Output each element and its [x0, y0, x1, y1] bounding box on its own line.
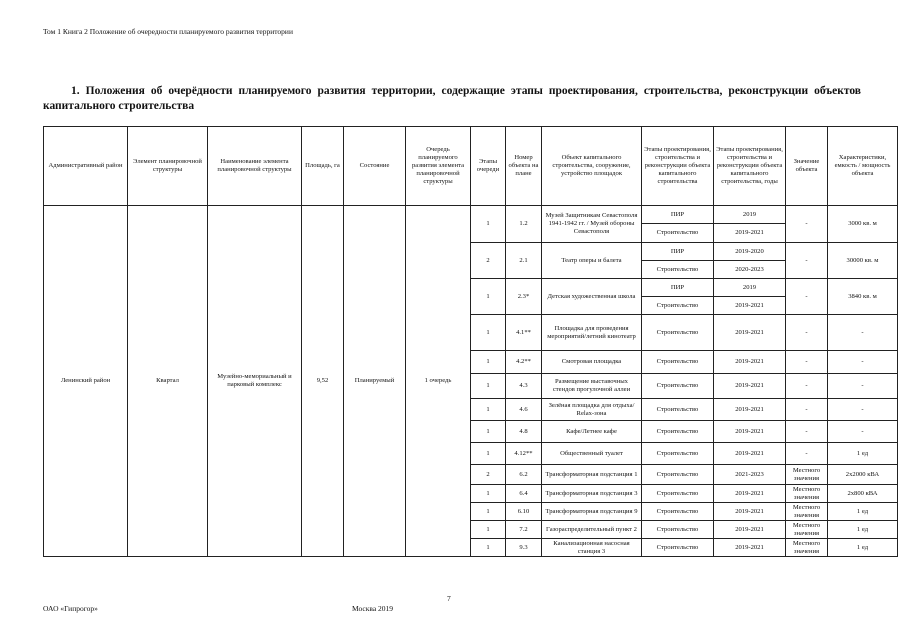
phase-cell: Строительство [642, 315, 714, 351]
object-number-cell: 6.4 [506, 485, 542, 503]
object-name-cell: Площадка для проведения мероприятий/летний кинотеатр [542, 315, 642, 351]
stage-cell: 1 [471, 351, 506, 374]
object-number-cell: 4.2** [506, 351, 542, 374]
col-header: Значение объекта [786, 127, 828, 206]
col-header: Наименование элемента планировочной структуры [208, 127, 302, 206]
object-name-cell: Размещение выставочных стендов прогулочной аллеи [542, 374, 642, 399]
object-number-cell: 1.2 [506, 206, 542, 243]
col-header: Элемент планировочной структуры [128, 127, 208, 206]
object-number-cell: 4.6 [506, 399, 542, 421]
object-number-cell: 4.1** [506, 315, 542, 351]
stage-cell: 1 [471, 421, 506, 443]
years-cell: 2019-2021 [714, 224, 786, 243]
capacity-cell: - [828, 374, 898, 399]
col-header: Этапы проектирования, строительства и реконструкции объекта капитального строительства [642, 127, 714, 206]
stage-cell: 1 [471, 485, 506, 503]
merged-queue: 1 очередь [406, 206, 471, 557]
years-cell: 2019-2020 [714, 243, 786, 261]
meaning-cell: Местного значения [786, 485, 828, 503]
meaning-cell: - [786, 351, 828, 374]
capacity-cell: 1 ед [828, 443, 898, 465]
object-number-cell: 7.2 [506, 521, 542, 539]
merged-area: 9,52 [302, 206, 344, 557]
years-cell: 2019-2021 [714, 421, 786, 443]
object-name-cell: Трансформаторная подстанция 9 [542, 503, 642, 521]
years-cell: 2019 [714, 206, 786, 224]
capacity-cell: 1 ед [828, 521, 898, 539]
stage-cell: 1 [471, 374, 506, 399]
object-name-cell: Театр оперы и балета [542, 243, 642, 279]
stage-cell: 1 [471, 521, 506, 539]
section-title [43, 84, 861, 114]
table-body [44, 206, 898, 557]
col-header: Этапы проектирования, строительства и реконструкции объекта капитального строительства, годы [714, 127, 786, 206]
page-number: 7 [447, 594, 451, 603]
phase-cell: ПИР [642, 279, 714, 297]
object-number-cell: 6.2 [506, 465, 542, 485]
capacity-cell: - [828, 315, 898, 351]
col-header: Административный район [44, 127, 128, 206]
phase-cell: Строительство [642, 224, 714, 243]
phase-cell: Строительство [642, 539, 714, 557]
col-header: Этапы очереди [471, 127, 506, 206]
capacity-cell: 2х800 кВА [828, 485, 898, 503]
years-cell: 2019-2021 [714, 521, 786, 539]
object-number-cell: 2.3* [506, 279, 542, 315]
capacity-cell: 1 ед [828, 539, 898, 557]
stage-cell: 2 [471, 465, 506, 485]
object-name-cell: Кафе/Летнее кафе [542, 421, 642, 443]
merged-state: Планируемый [344, 206, 406, 557]
col-header: Площадь, га [302, 127, 344, 206]
phase-cell: Строительство [642, 465, 714, 485]
merged-element-name: Музейно-мемориальный и парковый комплекс [208, 206, 302, 557]
capacity-cell: - [828, 399, 898, 421]
stage-cell: 1 [471, 279, 506, 315]
years-cell: 2021-2023 [714, 465, 786, 485]
object-number-cell: 4.12** [506, 443, 542, 465]
capacity-cell: 3840 кв. м [828, 279, 898, 315]
phase-cell: Строительство [642, 297, 714, 315]
phase-cell: Строительство [642, 485, 714, 503]
phase-cell: Строительство [642, 421, 714, 443]
capacity-cell: - [828, 421, 898, 443]
footer-organization: ОАО «Гипрогор» [43, 604, 98, 613]
col-header: Состояние [344, 127, 406, 206]
col-header: Характеристики, емкость / мощность объекта [828, 127, 898, 206]
years-cell: 2019-2021 [714, 539, 786, 557]
years-cell: 2019-2021 [714, 297, 786, 315]
phase-cell: ПИР [642, 206, 714, 224]
years-cell: 2019-2021 [714, 315, 786, 351]
stage-cell: 1 [471, 315, 506, 351]
object-name-cell: Канализационная насосная станция 3 [542, 539, 642, 557]
object-number-cell: 2.1 [506, 243, 542, 279]
years-cell: 2019 [714, 279, 786, 297]
object-number-cell: 4.8 [506, 421, 542, 443]
phase-cell: Строительство [642, 399, 714, 421]
phase-cell: Строительство [642, 374, 714, 399]
capacity-cell: - [828, 351, 898, 374]
section-title-text: 1. Положения об очерёдности планируемого развития территории, содержащие этапы проектирования, строительства, реконструкции объектов капитального строительства [43, 85, 861, 112]
meaning-cell: - [786, 279, 828, 315]
object-name-cell: Музей Защитникам Севастополя 1941-1942 гг. / Музей обороны Севастополя [542, 206, 642, 243]
object-name-cell: Зелёная площадка для отдыха/ Relax-зона [542, 399, 642, 421]
meaning-cell: Местного значения [786, 539, 828, 557]
phase-cell: Строительство [642, 351, 714, 374]
meaning-cell: Местного значения [786, 465, 828, 485]
capacity-cell: 1 ед [828, 503, 898, 521]
stage-cell: 1 [471, 399, 506, 421]
capacity-cell: 30000 кв. м [828, 243, 898, 279]
object-number-cell: 6.10 [506, 503, 542, 521]
merged-district: Ленинский район [44, 206, 128, 557]
development-stages-table [43, 126, 898, 557]
meaning-cell: - [786, 315, 828, 351]
years-cell: 2019-2021 [714, 503, 786, 521]
object-name-cell: Трансформаторная подстанция 3 [542, 485, 642, 503]
years-cell: 2019-2021 [714, 351, 786, 374]
table-header-row [44, 127, 898, 206]
meaning-cell: - [786, 243, 828, 279]
stage-cell: 2 [471, 243, 506, 279]
phase-cell: Строительство [642, 521, 714, 539]
years-cell: 2019-2021 [714, 443, 786, 465]
phase-cell: Строительство [642, 261, 714, 279]
phase-cell: Строительство [642, 503, 714, 521]
years-cell: 2019-2021 [714, 374, 786, 399]
object-number-cell: 9.3 [506, 539, 542, 557]
years-cell: 2020-2023 [714, 261, 786, 279]
years-cell: 2019-2021 [714, 485, 786, 503]
capacity-cell: 2х2000 кВА [828, 465, 898, 485]
object-name-cell: Газораспределительный пункт 2 [542, 521, 642, 539]
col-header: Объект капитального строительства, сооружение, устройство площадок [542, 127, 642, 206]
running-header: Том 1 Книга 2 Положение об очередности планируемого развития территории [43, 27, 293, 36]
meaning-cell: Местного значения [786, 503, 828, 521]
stage-cell: 1 [471, 503, 506, 521]
meaning-cell: - [786, 399, 828, 421]
years-cell: 2019-2021 [714, 399, 786, 421]
capacity-cell: 3000 кв. м [828, 206, 898, 243]
meaning-cell: - [786, 421, 828, 443]
object-name-cell: Детская художественная школа [542, 279, 642, 315]
phase-cell: ПИР [642, 243, 714, 261]
phase-cell: Строительство [642, 443, 714, 465]
stage-cell: 1 [471, 206, 506, 243]
merged-element: Квартал [128, 206, 208, 557]
stage-cell: 1 [471, 539, 506, 557]
meaning-cell: - [786, 374, 828, 399]
meaning-cell: - [786, 443, 828, 465]
meaning-cell: - [786, 206, 828, 243]
col-header: Очередь планируемого развития элемента планировочной структуры [406, 127, 471, 206]
object-name-cell: Общественный туалет [542, 443, 642, 465]
table-row [44, 206, 898, 224]
object-name-cell: Смотровая площадка [542, 351, 642, 374]
meaning-cell: Местного значения [786, 521, 828, 539]
footer-city-year: Москва 2019 [352, 604, 394, 613]
object-name-cell: Трансформаторная подстанция 1 [542, 465, 642, 485]
col-header: Номер объекта на плане [506, 127, 542, 206]
stage-cell: 1 [471, 443, 506, 465]
object-number-cell: 4.3 [506, 374, 542, 399]
